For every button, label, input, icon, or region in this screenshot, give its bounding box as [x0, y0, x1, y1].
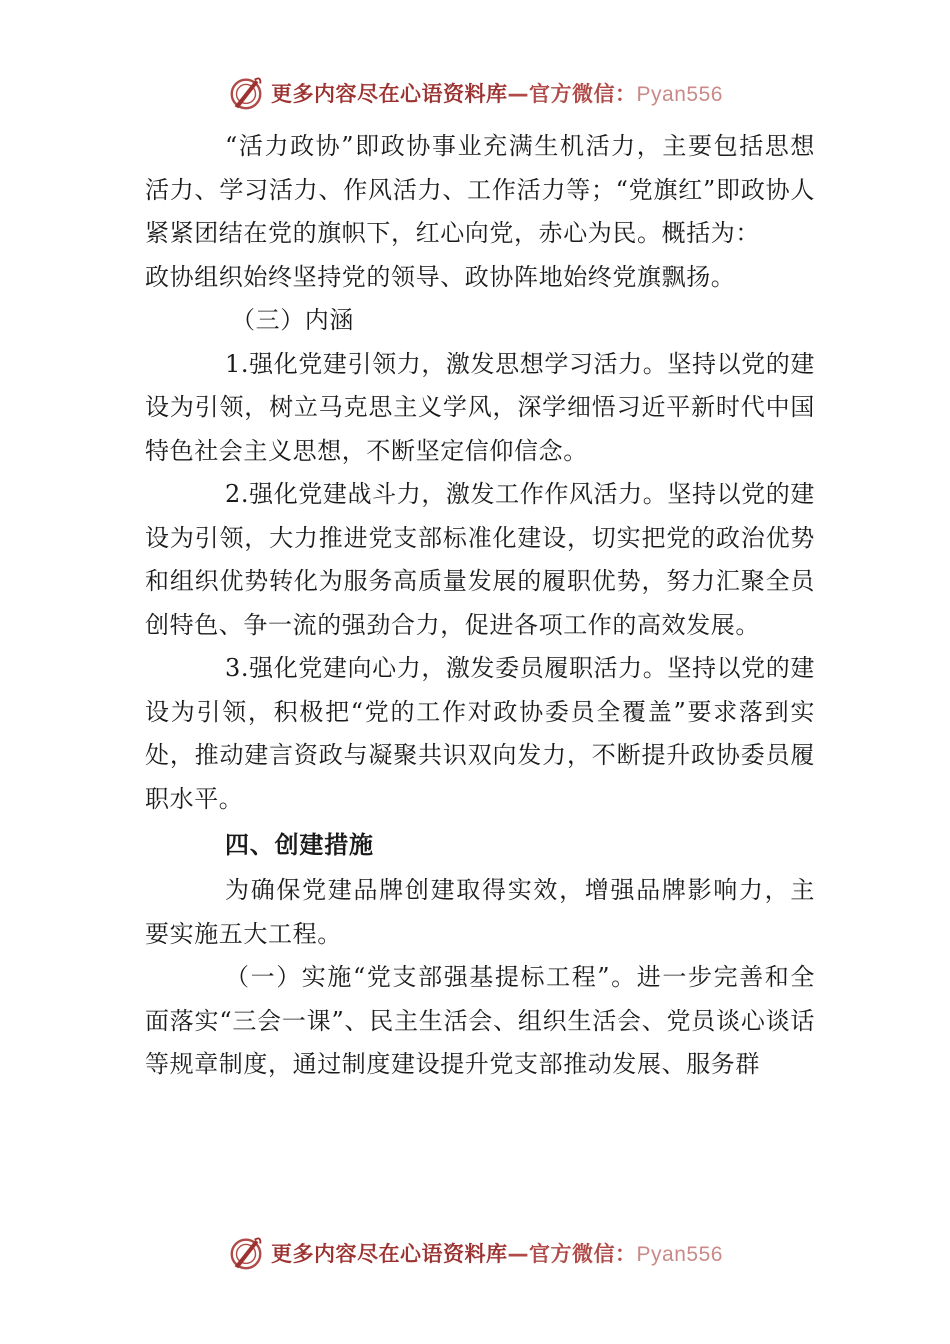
watermark-wechat-id: Pyan556 [636, 83, 723, 106]
watermark-wechat-label: 官方微信： [529, 1242, 637, 1266]
footer-watermark [0, 1231, 950, 1275]
quill-circle-logo-icon [227, 1234, 265, 1272]
section-heading-measures: 四、创建措施 [225, 831, 374, 859]
list-item-2: 2.强化党建战斗力，激发工作作风活力。坚持以党的建设为引领，大力推进党支部标准化建设，切实把党的政治优势和组织优势转化为服务高质量发展的履职优势，努力汇聚全员创特色、争一流的强劲合力，促进各项工作的高效发展。 [145, 480, 815, 639]
header-watermark [0, 71, 950, 115]
watermark-group [227, 74, 723, 112]
list-item-1: 1.强化党建引领力，激发思想学习活力。坚持以党的建设为引领，树立马克思主义学风，深学细悟习近平新时代中国特色社会主义思想，不断坚定信仰信念。 [145, 349, 815, 465]
subheading-connotation: （三）内涵 [231, 306, 354, 334]
list-item-3: 3.强化党建向心力，激发委员履职活力。坚持以党的建设为引领，积极把“党的工作对政协委员全覆盖”要求落到实处，推动建言资政与凝聚共识双向发力，不断提升政协委员履职水平。 [145, 654, 815, 813]
watermark-brand: 更多内容尽在心语资料库 [271, 82, 508, 106]
document-body [145, 125, 815, 1087]
watermark-wechat-label: 官方微信： [529, 82, 637, 106]
watermark-text [271, 1238, 723, 1268]
watermark-text [271, 78, 723, 108]
paragraph-definition: “活力政协”即政协事业充满生机活力，主要包括思想活力、学习活力、作风活力、工作活力等；“党旗红”即政协人紧紧团结在党的旗帜下，红心向党，赤心为民。概括为： [145, 132, 815, 247]
watermark-wechat-id: Pyan556 [636, 1243, 723, 1266]
paragraph-measure-1: （一）实施“党支部强基提标工程”。进一步完善和全面落实“三会一课”、民主生活会、组织生活会、党员谈心谈话等规章制度，通过制度建设提升党支部推动发展、服务群 [145, 963, 815, 1078]
watermark-brand: 更多内容尽在心语资料库 [271, 1242, 508, 1266]
watermark-group [227, 1234, 723, 1272]
watermark-separator: — [507, 1242, 530, 1266]
paragraph-summary: 政协组织始终坚持党的领导、政协阵地始终党旗飘扬。 [145, 262, 736, 291]
paragraph-measures-intro: 为确保党建品牌创建取得实效，增强品牌影响力，主要实施五大工程。 [145, 876, 815, 948]
watermark-separator: — [507, 82, 530, 106]
quill-circle-logo-icon [227, 74, 265, 112]
